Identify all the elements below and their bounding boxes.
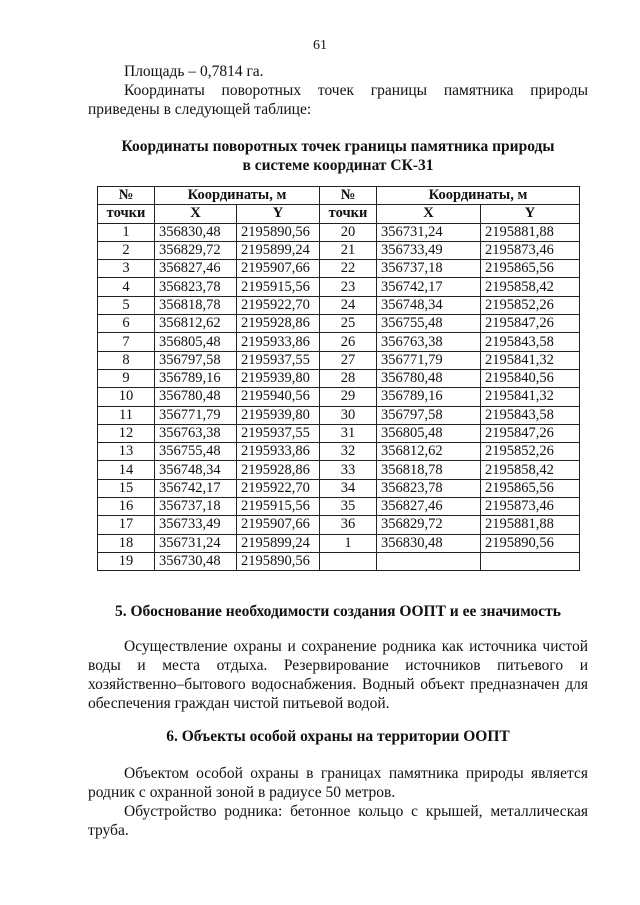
y-value-cell: 2195899,24 [237,241,320,259]
x-value-cell: 356818,78 [377,461,481,479]
y-value-cell: 2195939,80 [237,406,320,424]
y-value-cell: 2195847,26 [481,424,580,442]
y-value-cell: 2195858,42 [481,461,580,479]
point-number-cell: 34 [320,479,377,497]
y-value-cell: 2195922,70 [237,296,320,314]
point-number-cell [320,552,377,570]
x-value-cell: 356780,48 [155,388,237,406]
y-value-cell: 2195852,26 [481,443,580,461]
y-value-cell [481,552,580,570]
point-number-cell: 1 [320,534,377,552]
y-value-cell: 2195928,86 [237,315,320,333]
table-header-row-1 [98,187,580,205]
point-number-cell: 22 [320,260,377,278]
header-point-number: № [98,187,155,205]
point-number-cell: 36 [320,516,377,534]
section-5-text: Осуществление охраны и сохранение родника как источника чистой воды и места отдыха. Резервирование источников питьевого и хозяйственно–бытового водоснабжения. Водный объект предназначен для обеспечения граждан чистой питьевой водой. [88,638,588,712]
table-row [98,388,580,406]
intro-line-2: приведены в следующей таблице: [88,101,312,118]
y-value-cell: 2195907,66 [237,260,320,278]
header-y: Y [481,205,580,223]
x-value-cell: 356763,38 [377,333,481,351]
table-row [98,443,580,461]
table-row [98,498,580,516]
y-value-cell: 2195890,56 [237,223,320,241]
x-value-cell: 356827,46 [155,260,237,278]
point-number-cell: 1 [98,223,155,241]
y-value-cell: 2195939,80 [237,369,320,387]
point-number-cell: 8 [98,351,155,369]
x-value-cell: 356830,48 [377,534,481,552]
point-number-cell: 30 [320,406,377,424]
point-number-cell: 18 [98,534,155,552]
point-number-cell: 26 [320,333,377,351]
x-value-cell: 356797,58 [155,351,237,369]
table-title-line-2: в системе координат СК-31 [242,157,434,174]
x-value-cell: 356763,38 [155,424,237,442]
x-value-cell: 356823,78 [155,278,237,296]
table-row [98,424,580,442]
table-row [98,351,580,369]
point-number-cell: 11 [98,406,155,424]
y-value-cell: 2195852,26 [481,296,580,314]
point-number-cell: 21 [320,241,377,259]
point-number-cell: 5 [98,296,155,314]
x-value-cell: 356733,49 [377,241,481,259]
y-value-cell: 2195840,56 [481,369,580,387]
table-title-line-1: Координаты поворотных точек границы памятника природы [121,138,555,155]
point-number-cell: 14 [98,461,155,479]
y-value-cell: 2195937,55 [237,424,320,442]
point-number-cell: 16 [98,498,155,516]
point-number-cell: 29 [320,388,377,406]
x-value-cell: 356742,17 [377,278,481,296]
x-value-cell [377,552,481,570]
point-number-cell: 12 [98,424,155,442]
point-number-cell: 35 [320,498,377,516]
point-number-cell: 9 [98,369,155,387]
y-value-cell: 2195907,66 [237,516,320,534]
x-value-cell: 356755,48 [155,443,237,461]
area-line: Площадь – 0,7814 га. [124,63,264,80]
header-point-label: точки [98,205,155,223]
point-number-cell: 13 [98,443,155,461]
point-number-cell: 15 [98,479,155,497]
point-number-cell: 7 [98,333,155,351]
x-value-cell: 356731,24 [155,534,237,552]
x-value-cell: 356742,17 [155,479,237,497]
section-6-text-2: Обустройство родника: бетонное кольцо с крышей, металлическая труба. [88,803,588,839]
y-value-cell: 2195890,56 [237,552,320,570]
table-row [98,461,580,479]
point-number-cell: 24 [320,296,377,314]
table-row [98,315,580,333]
header-coordinates: Координаты, м [377,187,580,205]
x-value-cell: 356829,72 [377,516,481,534]
table-header-row-2 [98,205,580,223]
header-x: X [155,205,237,223]
y-value-cell: 2195841,32 [481,351,580,369]
coordinates-table [97,186,580,571]
header-x: X [377,205,481,223]
point-number-cell: 28 [320,369,377,387]
table-row [98,516,580,534]
y-value-cell: 2195899,24 [237,534,320,552]
point-number-cell: 2 [98,241,155,259]
point-number-cell: 20 [320,223,377,241]
point-number-cell: 31 [320,424,377,442]
page-number: 61 [313,38,327,53]
point-number-cell: 3 [98,260,155,278]
header-coordinates: Координаты, м [155,187,320,205]
point-number-cell: 6 [98,315,155,333]
y-value-cell: 2195841,32 [481,388,580,406]
y-value-cell: 2195937,55 [237,351,320,369]
section-5-heading: 5. Обоснование необходимости создания ООПТ и ее значимость [115,603,561,620]
table-row [98,278,580,296]
table-row [98,241,580,259]
x-value-cell: 356805,48 [155,333,237,351]
point-number-cell: 23 [320,278,377,296]
x-value-cell: 356812,62 [155,315,237,333]
y-value-cell: 2195881,88 [481,223,580,241]
x-value-cell: 356748,34 [377,296,481,314]
y-value-cell: 2195873,46 [481,498,580,516]
table-row [98,333,580,351]
x-value-cell: 356789,16 [155,369,237,387]
section-6-text-1: Объектом особой охраны в границах памятника природы является родник с охранной зоной в радиусе 50 метров. [88,765,588,801]
x-value-cell: 356830,48 [155,223,237,241]
x-value-cell: 356827,46 [377,498,481,516]
header-point-label: точки [320,205,377,223]
y-value-cell: 2195847,26 [481,315,580,333]
x-value-cell: 356748,34 [155,461,237,479]
y-value-cell: 2195922,70 [237,479,320,497]
x-value-cell: 356733,49 [155,516,237,534]
header-point-number: № [320,187,377,205]
table-row [98,552,580,570]
y-value-cell: 2195940,56 [237,388,320,406]
x-value-cell: 356805,48 [377,424,481,442]
y-value-cell: 2195928,86 [237,461,320,479]
y-value-cell: 2195843,58 [481,333,580,351]
y-value-cell: 2195858,42 [481,278,580,296]
x-value-cell: 356731,24 [377,223,481,241]
y-value-cell: 2195865,56 [481,260,580,278]
x-value-cell: 356789,16 [377,388,481,406]
x-value-cell: 356771,79 [155,406,237,424]
y-value-cell: 2195915,56 [237,278,320,296]
table-row [98,369,580,387]
y-value-cell: 2195933,86 [237,333,320,351]
y-value-cell: 2195881,88 [481,516,580,534]
x-value-cell: 356829,72 [155,241,237,259]
point-number-cell: 32 [320,443,377,461]
x-value-cell: 356780,48 [377,369,481,387]
x-value-cell: 356730,48 [155,552,237,570]
point-number-cell: 4 [98,278,155,296]
point-number-cell: 17 [98,516,155,534]
x-value-cell: 356737,18 [155,498,237,516]
table-row [98,479,580,497]
table-row [98,296,580,314]
y-value-cell: 2195890,56 [481,534,580,552]
y-value-cell: 2195873,46 [481,241,580,259]
point-number-cell: 27 [320,351,377,369]
table-row [98,534,580,552]
y-value-cell: 2195843,58 [481,406,580,424]
x-value-cell: 356823,78 [377,479,481,497]
table-row [98,260,580,278]
intro-line-1: Координаты поворотных точек границы памятника природы [124,82,588,99]
point-number-cell: 25 [320,315,377,333]
x-value-cell: 356797,58 [377,406,481,424]
x-value-cell: 356818,78 [155,296,237,314]
y-value-cell: 2195933,86 [237,443,320,461]
section-6-heading: 6. Объекты особой охраны на территории ООПТ [166,728,510,745]
header-y: Y [237,205,320,223]
y-value-cell: 2195865,56 [481,479,580,497]
y-value-cell: 2195915,56 [237,498,320,516]
table-row [98,406,580,424]
x-value-cell: 356737,18 [377,260,481,278]
point-number-cell: 10 [98,388,155,406]
x-value-cell: 356771,79 [377,351,481,369]
table-row [98,223,580,241]
point-number-cell: 33 [320,461,377,479]
point-number-cell: 19 [98,552,155,570]
x-value-cell: 356755,48 [377,315,481,333]
x-value-cell: 356812,62 [377,443,481,461]
